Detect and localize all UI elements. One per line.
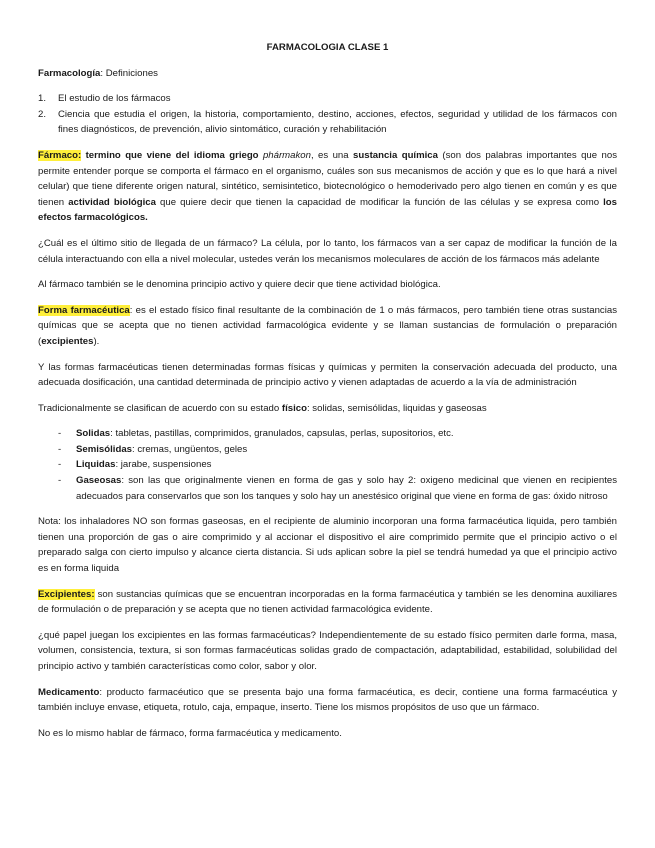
- excipientes-paragraph: Excipientes: son sustancias químicas que se encuentran incorporadas en la forma farmacéutica y también se les denomina auxiliares de formulación o de preparación y se acepta que no tienen actividad farmacológica evidente.: [38, 588, 617, 616]
- farmacologia-heading: Farmacología: Definiciones: [38, 67, 158, 79]
- physical-states-list: [38, 426, 617, 504]
- farmacologia-term: Farmacología: [38, 67, 101, 79]
- list-item: - Liquidas: jarabe, suspensiones: [58, 459, 212, 471]
- medicamento-paragraph: Medicamento: producto farmacéutico que se presenta bajo una forma farmacéutica, es decir, contiene una forma farmacéutica y también incluye envase, etiqueta, rotulo, caja, empaque, inserto. Tiene los mismos propósitos de uso que un fármaco.: [38, 686, 617, 714]
- forma-farmaceutica-highlighted-term: Forma farmacéutica: [38, 304, 130, 316]
- list-item: - Gaseosas: son las que originalmente vienen en forma de gas y solo hay 2: oxigeno medicinal que vienen en recipientes adecuados para conservarlos que son los tanques y solo hay un anestésico original que viene en forma de gas: óxido nitroso: [58, 475, 617, 502]
- medicamento-term: Medicamento: [38, 686, 100, 698]
- document-title: FARMACOLOGIA CLASE 1: [266, 42, 389, 53]
- papel-excipientes-paragraph: ¿qué papel juegan los excipientes en las formas farmacéuticas? Independientemente de su estado físico permiten darle forma, masa, volumen, consistencia, textura, si son formas farmacéuticas solidas grado de compactación, adaptabilidad, estabilidad, solubilidad del principio activo y también características como color, sabor y olor.: [38, 629, 617, 672]
- final-paragraph: No es lo mismo hablar de fármaco, forma farmacéutica y medicamento.: [38, 727, 342, 739]
- farmaco-highlighted-term: Fármaco:: [38, 149, 82, 161]
- principio-activo-paragraph: Al fármaco también se le denomina principio activo y quiere decir que tiene actividad biológica.: [38, 279, 441, 291]
- forma-farmaceutica-paragraph: Forma farmacéutica: es el estado físico final resultante de la combinación de 1 o más fármacos, pero también tiene otras sustancias químicas que se acepta que no tienen actividad farmacológica evidente y se llaman sustancias de formulación o preparación (excipientes).: [38, 304, 617, 347]
- list-item: 2. Ciencia que estudia el origen, la historia, comportamiento, destino, acciones, efectos, seguridad y utilidad de los fármacos con fines diagnósticos, de prevención, alivio sintomático, curación y rehabilitación: [38, 108, 617, 136]
- excipientes-highlighted-term: Excipientes:: [38, 588, 95, 600]
- ultimo-sitio-paragraph: ¿Cuál es el último sitio de llegada de un fármaco? La célula, por lo tanto, los fármacos van a ser capaz de modificar la función de la célula interactuando con ella a nivel molecular, ustedes verán los mecanismos moleculares de acción de los fármacos más adelante: [38, 237, 617, 265]
- nota-paragraph: Nota: los inhaladores NO son formas gaseosas, en el recipiente de aluminio incorporan una forma farmacéutica liquida, pero también tienen una proporción de gas o aire comprimido y al accionar el dispositivo el aire comprimido permite que el principio activo o el preparado salga con cierto impulso y alcance cierta distancia. Si uds aplican sobre la piel se tendrá humedad ya que el principio activo es en forma liquida: [38, 516, 617, 575]
- clasificacion-paragraph: Tradicionalmente se clasifican de acuerdo con su estado físico: solidas, semisólidas, liquidas y gaseosas: [38, 402, 487, 414]
- list-item: - Solidas: tabletas, pastillas, comprimidos, granulados, capsulas, perlas, supositorios, etc.: [58, 428, 454, 440]
- formas-fisicas-paragraph: Y las formas farmacéuticas tienen determinadas formas físicas y químicas y permiten la conservación adecuada del producto, una adecuada dosificación, una cantidad determinada de principio activo y vienen adaptadas de acuerdo a la vía de administración: [38, 361, 617, 389]
- definitions-list: [38, 91, 617, 138]
- list-item: 1. El estudio de los fármacos: [38, 93, 171, 105]
- farmaco-paragraph: Fármaco: termino que viene del idioma griego phármakon, es una sustancia química (son dos palabras importantes que nos permite entender porque se comporta el fármaco en el organismo, cuáles son sus mecanismos de acción y que es lo que hará a nivel celular) que tiene diferente origen natural, sintético, semisintetico, biotecnológico o hemoderivado pero algo tienen en común y es que tienen actividad biológica que quiere decir que tienen la capacidad de modificar la función de las células y se expresa como los efectos farmacológicos.: [38, 149, 617, 224]
- list-item: - Semisólidas: cremas, ungüentos, geles: [58, 443, 248, 455]
